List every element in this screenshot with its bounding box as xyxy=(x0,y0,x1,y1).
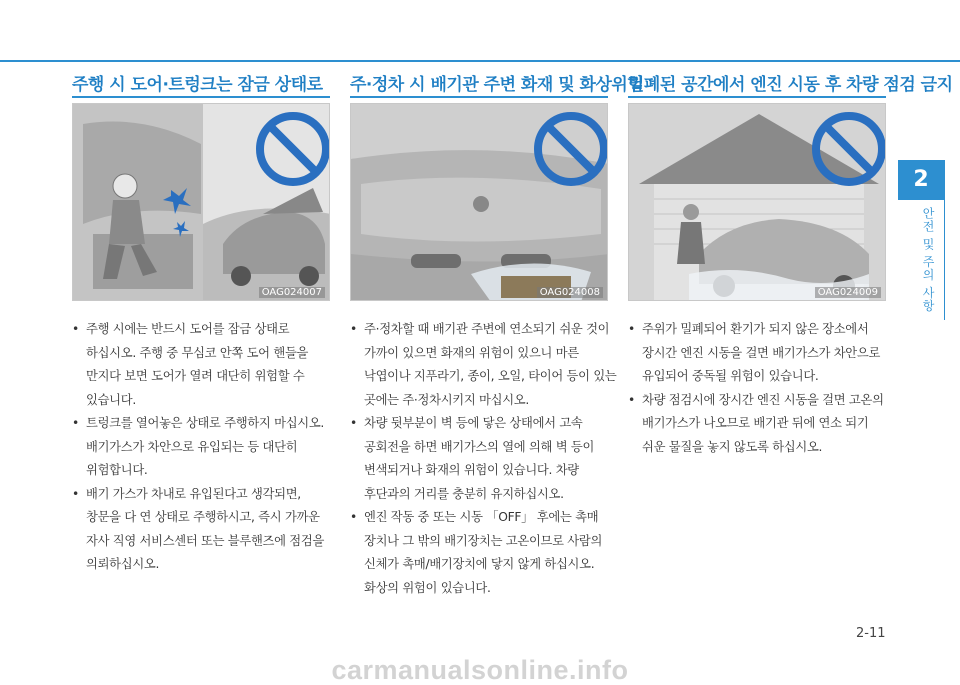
chapter-tab: 2 xyxy=(898,160,944,200)
illustration-car-in-garage xyxy=(629,104,886,301)
figure-code: OAG024008 xyxy=(537,287,603,298)
side-tab-line xyxy=(944,160,945,320)
figure-code: OAG024009 xyxy=(815,287,881,298)
illustration-exhaust-near-wall xyxy=(351,104,608,301)
bullet-list-exhaust-fire xyxy=(350,318,618,600)
chapter-label: 안전 및 주의 사항 xyxy=(921,207,935,313)
list-item: • 트렁크를 열어놓은 상태로 주행하지 마십시오. 배기가스가 차안으로 유입되는 등 대단히 위험합니다. xyxy=(72,412,334,483)
list-item: • 주·정차할 때 배기관 주변에 연소되기 쉬운 것이 가까이 있으면 화재의 위험이 있으니 마른 낙엽이나 지푸라기, 종이, 오일, 타이어 등이 있는 곳에는 주·정차시키지 마십시오. xyxy=(350,318,618,412)
illustration-child-door-trunk xyxy=(73,104,330,301)
section-title-enclosed-space: 밀폐된 공간에서 엔진 시동 후 차량 점검 금지 xyxy=(628,75,953,95)
figure-door-trunk xyxy=(72,103,330,301)
bullet-list-enclosed-space xyxy=(628,318,894,459)
title-underline xyxy=(350,96,608,98)
list-item: • 엔진 작동 중 또는 시동 「OFF」 후에는 촉매 장치나 그 밖의 배기장치는 고온이므로 사람의 신체가 촉매/배기장치에 닿지 않게 하십시오. 화상의 위험이 있습니다. xyxy=(350,506,618,600)
title-underline xyxy=(72,96,330,98)
figure-code: OAG024007 xyxy=(259,287,325,298)
top-rule xyxy=(0,60,960,62)
title-underline xyxy=(628,96,886,98)
list-item: • 차량 점검시에 장시간 엔진 시동을 걸면 고온의 배기가스가 나오므로 배기관 뒤에 연소 되기 쉬운 물질을 놓지 않도록 하십시오. xyxy=(628,389,894,460)
figure-enclosed-space xyxy=(628,103,886,301)
list-item: • 주위가 밀폐되어 환기가 되지 않은 장소에서 장시간 엔진 시동을 걸면 배기가스가 차안으로 유입되어 중독될 위험이 있습니다. xyxy=(628,318,894,389)
section-title-exhaust-fire: 주·정차 시 배기관 주변 화재 및 화상위험 xyxy=(350,75,644,95)
list-item: • 차량 뒷부분이 벽 등에 닿은 상태에서 고속 공회전을 하면 배기가스의 열에 의해 벽 등이 변색되거나 화재의 위험이 있습니다. 차량 후단과의 거리를 충분히 유지하십시오. xyxy=(350,412,618,506)
figure-exhaust-fire xyxy=(350,103,608,301)
list-item: • 배기 가스가 차내로 유입된다고 생각되면, 창문을 다 연 상태로 주행하시고, 즉시 가까운 자사 직영 서비스센터 또는 블루핸즈에 점검을 의뢰하십시오. xyxy=(72,483,334,577)
bullet-list-door-trunk xyxy=(72,318,334,577)
section-title-door-trunk: 주행 시 도어·트렁크는 잠금 상태로 xyxy=(72,75,323,95)
list-item: • 주행 시에는 반드시 도어를 잠금 상태로 하십시오. 주행 중 무심코 안쪽 도어 핸들을 만지다 보면 도어가 열려 대단히 위험할 수 있습니다. xyxy=(72,318,334,412)
page-number: 2-11 xyxy=(856,626,886,641)
watermark: carmanualsonline.info xyxy=(331,655,629,685)
